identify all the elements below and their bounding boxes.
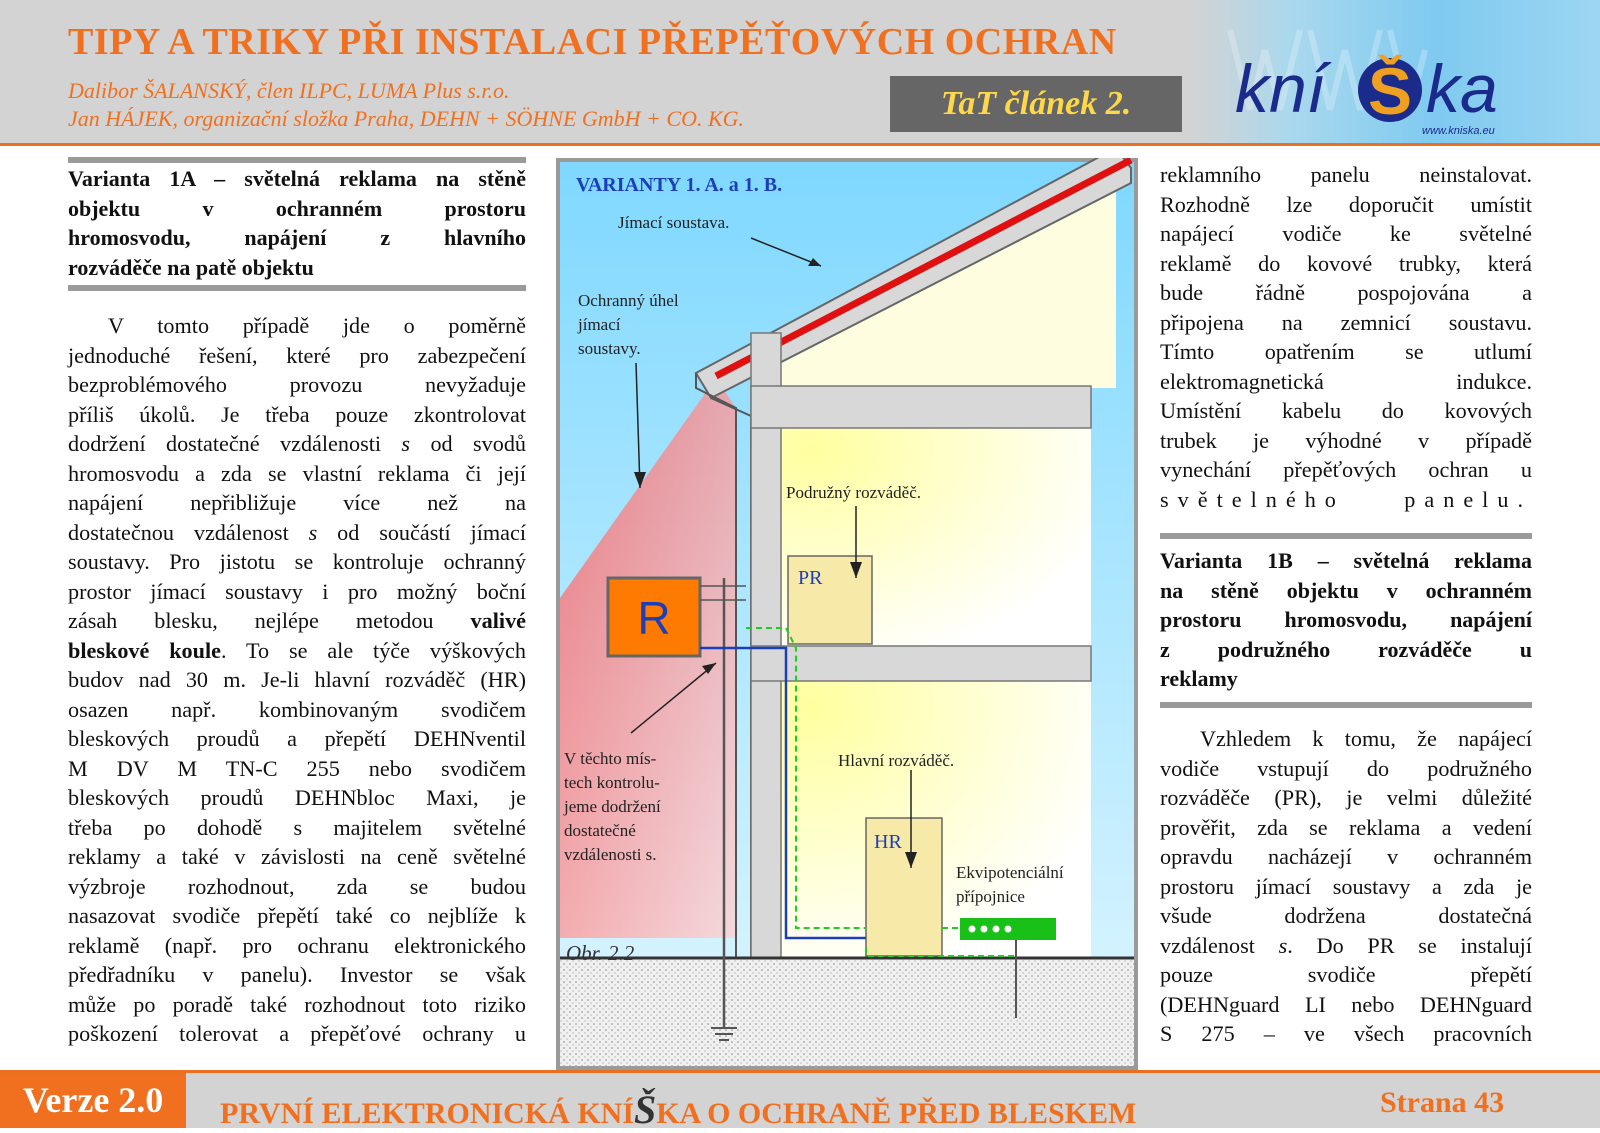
hr-label: HR	[874, 831, 902, 853]
r-panel-label: R	[637, 592, 671, 644]
note-line-3: jeme dodržení	[564, 797, 661, 816]
variant-1b-heading: Varianta 1B – světelná reklama na stěně objektu v ochranném prostoru hromosvodu, napájení z podružného rozváděče u reklamy	[1160, 548, 1532, 691]
heading-rule-bottom	[68, 285, 526, 291]
figure-caption: Obr. 2.2	[566, 941, 635, 965]
label-jimaci: Jímací soustava.	[618, 213, 730, 232]
left-column-text: V tomto případě jde o poměrně jednoduché řešení, které pro zabezpečení bezproblémového provozu nevyžaduje příliš úkolů. Je třeba pouze zkontrolovat dodržení dostatečné vzdálenosti s od svodů hromosvodu a zda se vlastní reklama či její napájení nepřibližuje více než na dostatečnou vzdálenost s od součástí jímací soustavy. Pro jistotu se kontroluje ochranný prostor jímací soustavy i pro možný boční zásah blesku, nejlépe metodou valivé bleskové koule. To se ale týče výškových budov nad 30 m. Je-li hlavní rozváděč (HR) osazen např. kombinovaným svodičem bleskových proudů a přepětí DEHNventil M DV M TN-C 255 nebo svodičem bleskových proudů DEHNbloc Maxi, je třeba po dohodě s majitelem světelné reklamy a také v závislosti na ceně světelné výzbroje rozhodnout, zda se budou nasazovat svodiče přepětí také co nejblíže k reklamě (např. pro ochranu elektronického předřadníku v panelu). Investor se však může po poradě také rozhodnout toto riziko poškození tolerovat a přepěťové ochrany u	[68, 313, 527, 1046]
figure-title: VARIANTY 1. A. a 1. B.	[576, 174, 783, 196]
footer-title: PRVNÍ ELEKTRONICKÁ KNÍŠKA O OCHRANĚ PŘED BLESKEM	[220, 1087, 1137, 1132]
label-hlavni: Hlavní rozváděč.	[838, 751, 955, 770]
version-badge: Verze 2.0	[0, 1073, 186, 1128]
page-number: Strana 43	[1380, 1086, 1505, 1119]
article-badge: TaT článek 2.	[890, 76, 1182, 132]
heading-1b-rule-top	[1160, 533, 1532, 539]
header-divider	[0, 143, 1600, 146]
author-1: Dalibor ŠALANSKÝ, člen ILPC, LUMA Plus s.r.o.	[68, 78, 510, 103]
author-2: Jan HÁJEK, organizační složka Praha, DEHN + SÖHNE GmbH + CO. KG.	[68, 106, 745, 131]
right-column-text-bottom: Vzhledem k tomu, že napájecí vodiče vstupují do podružného rozváděče (PR), je velmi důležité prověřit, zda se reklama a vedení opravdu nacházejí v ochranném prostoru jímací soustavy a zda je všude dodržena dostatečná vzdálenost s. Do PR se instalují pouze svodiče přepětí (DEHNguard LI nebo DEHNguard S 275 – ve všech pracovních	[1160, 726, 1533, 1046]
heading-rule-top	[68, 157, 526, 163]
note-line-2: tech kontrolu-	[564, 773, 660, 792]
footer-divider	[0, 1070, 1600, 1073]
label-ekvi-1: Ekvipotenciální	[956, 863, 1064, 882]
label-uhel-3: soustavy.	[578, 339, 641, 358]
logo-text-right: ka	[1426, 51, 1498, 127]
label-podruzny: Podružný rozváděč.	[786, 483, 922, 502]
right-column-text-top: reklamního panelu neinstalovat. Rozhodně lze doporučit umístit napájecí vodiče ke světelné reklamě do kovové trubky, která bude řádně pospojována a připojena na zemnicí soustavu. Tímto opatřením se utlumí elektromagnetická indukce. Umístění kabelu do kovových trubek je výhodné v případě vynechání přepěťových ochran u světelného panelu.	[1160, 162, 1532, 512]
label-uhel-2: jímací	[578, 315, 621, 334]
note-line-4: dostatečné	[564, 821, 636, 840]
label-ekvi-2: přípojnice	[956, 887, 1025, 906]
figure-diagram	[556, 158, 1138, 1070]
kniska-logo	[1190, 0, 1600, 143]
variant-1a-heading: Varianta 1A – světelná reklama na stěně objektu v ochranném prostoru hromosvodu, napájení z hlavního rozváděče na patě objektu	[68, 166, 526, 280]
page-title: TIPY A TRIKY PŘI INSTALACI PŘEPĚŤOVÝCH OCHRAN	[68, 21, 1117, 63]
note-line-1: V těchto mís-	[564, 749, 657, 768]
note-line-5: vzdálenosti s.	[564, 845, 657, 864]
logo-text-left: kní	[1235, 51, 1326, 127]
heading-1b-rule-bottom	[1160, 702, 1532, 708]
logo-text-mid: Š	[1368, 54, 1413, 128]
pr-label: PR	[798, 567, 823, 589]
label-uhel-1: Ochranný úhel	[578, 291, 679, 310]
logo-url: www.kniska.eu	[1422, 125, 1495, 137]
